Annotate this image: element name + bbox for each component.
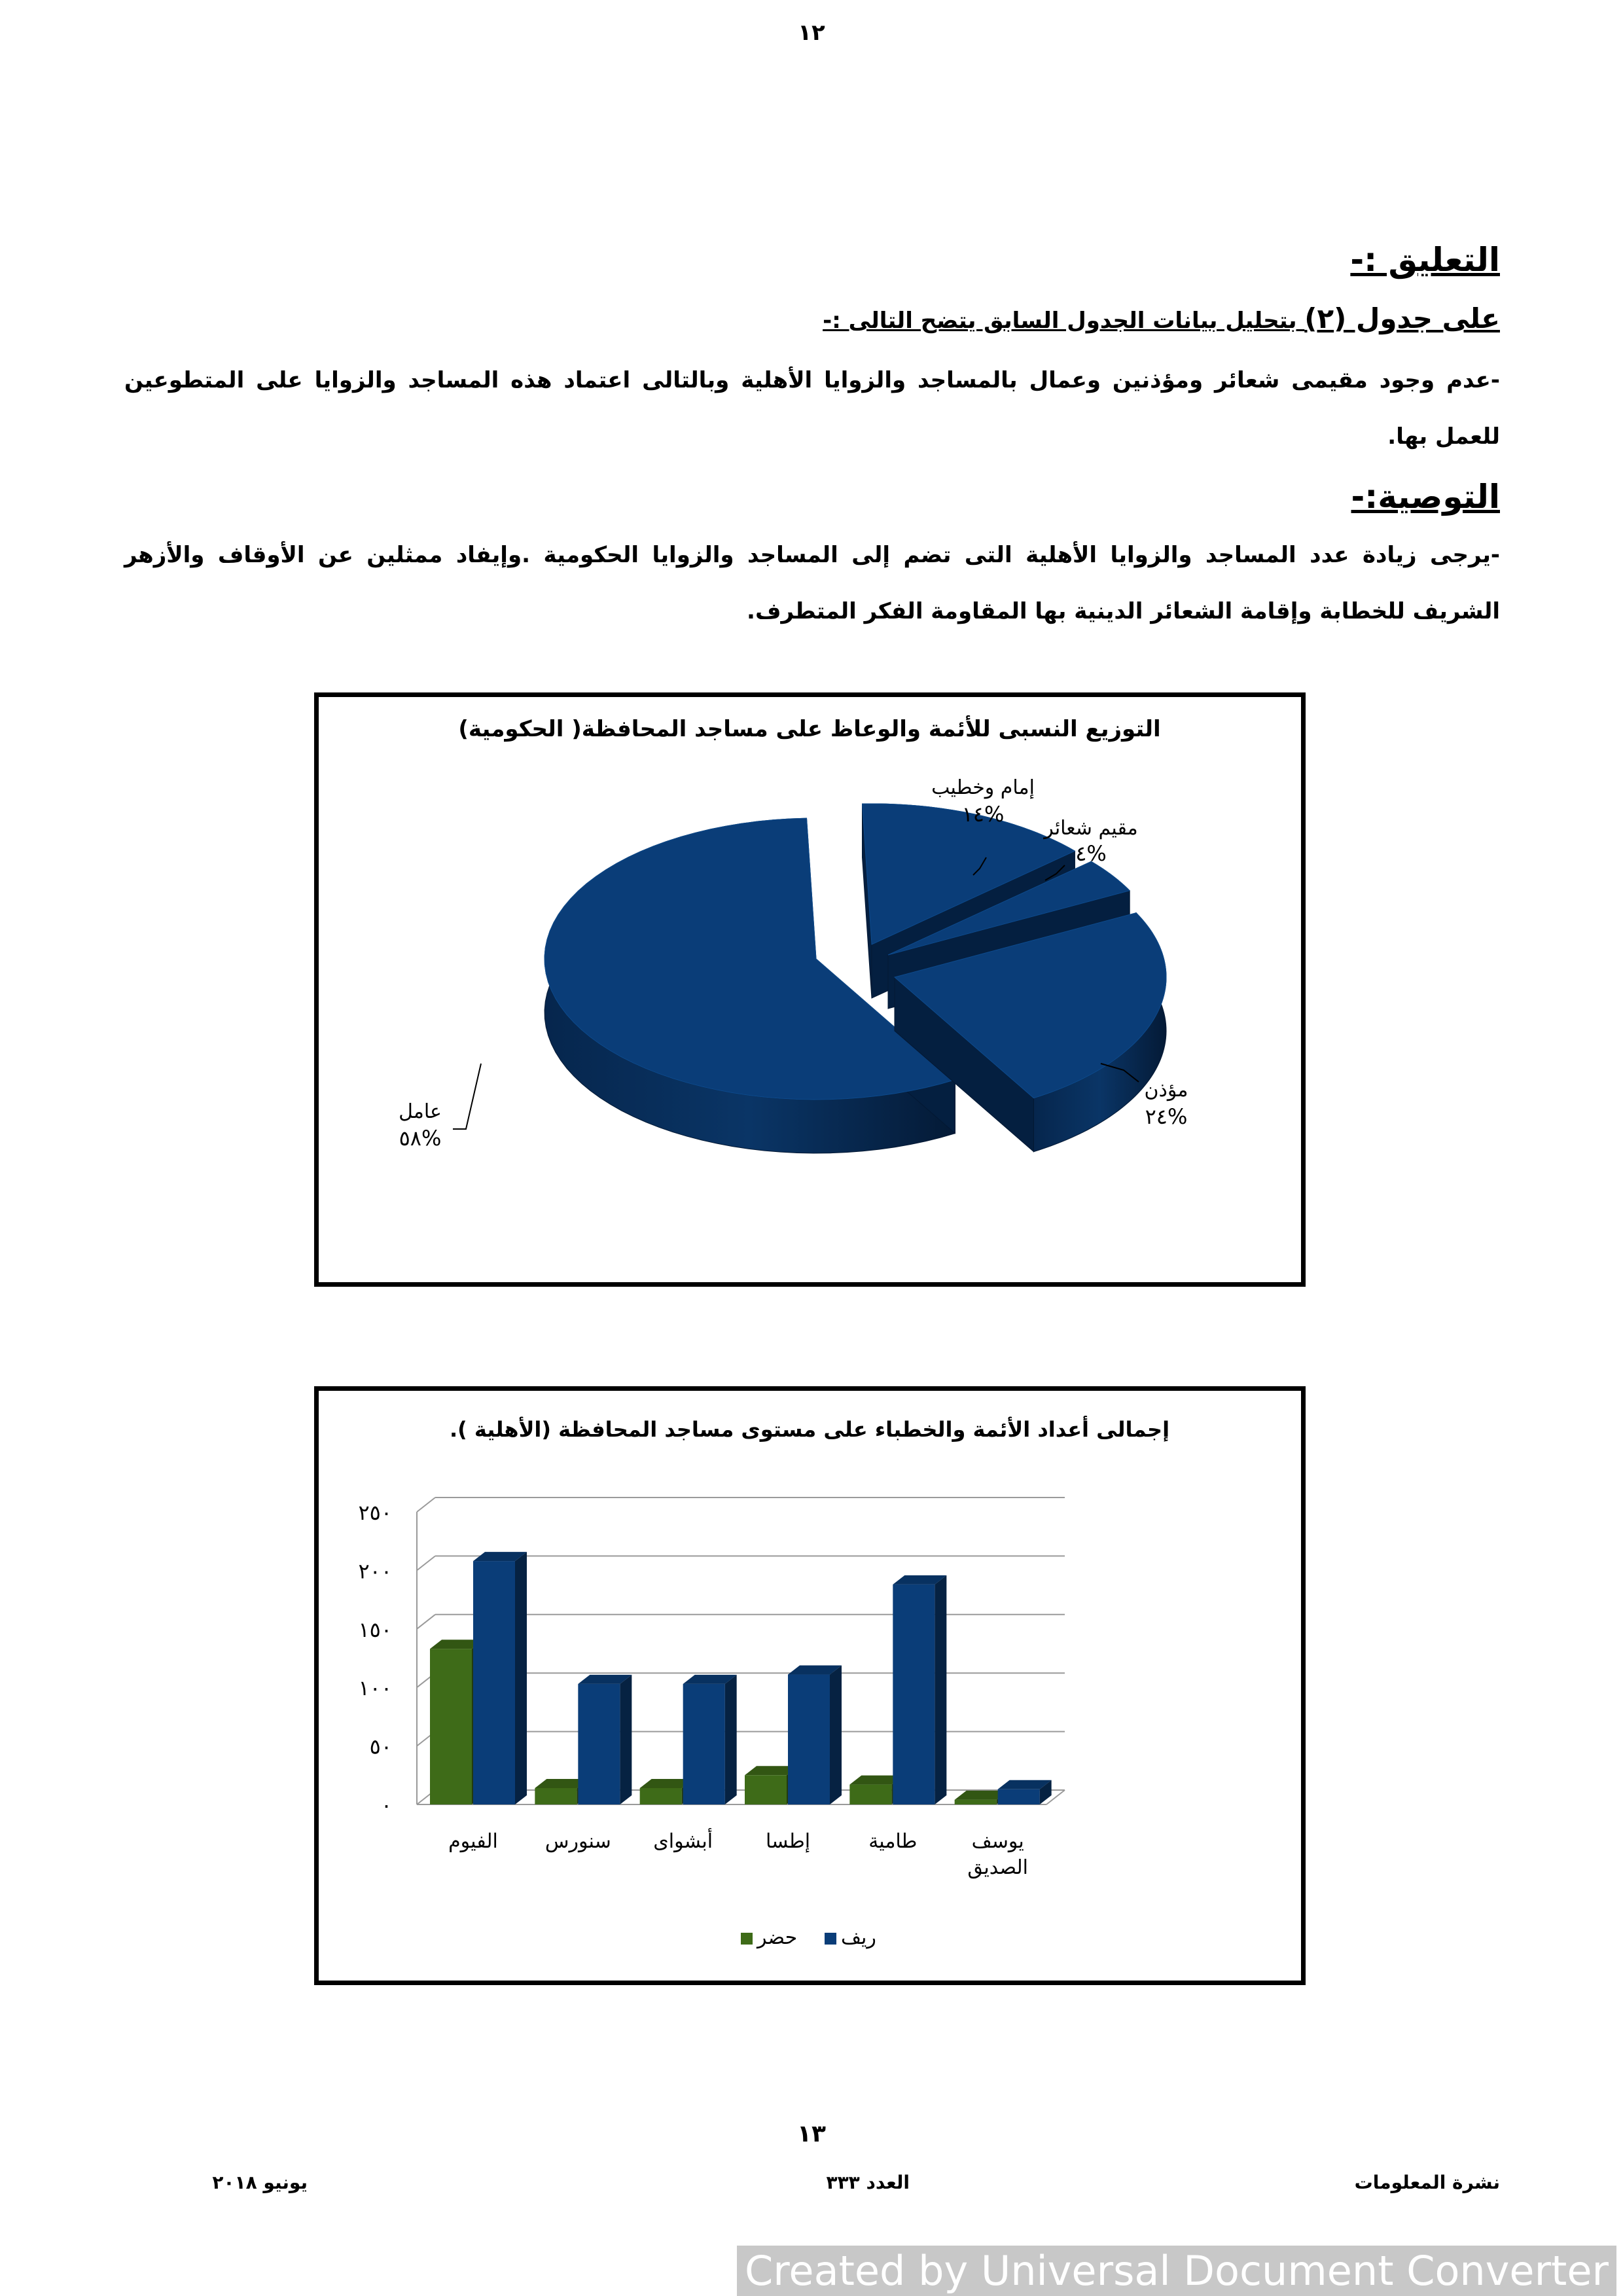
converter-watermark: Created by Universal Document Converter (737, 2246, 1616, 2296)
y-tick-label: ١٠٠ (358, 1676, 392, 1701)
leader-line-amel (453, 1064, 481, 1129)
page-number-top: ١٢ (798, 20, 825, 46)
comment-heading: التعليق :- (1350, 241, 1500, 279)
table-reference-text: بتحليل بيانات الجدول السابق يتضح التالى :- (823, 308, 1305, 334)
x-category-label: الفيوم (448, 1830, 498, 1853)
slice-label-moazzen-name: مؤذن (1144, 1079, 1188, 1102)
bar-ريف-5 (998, 1780, 1052, 1804)
recommendation-paragraph: -يرجى زيادة عدد المساجد والزوايا الأهلية التى تضم إلى المساجد والزوايا الحكومية .وإيفاد ممثلين عن الأوقاف والأزهر الشريف للخطابة وإقامة الشعائر الدينية بها المقاومة الفكر المتطرف. (124, 542, 1500, 624)
y-tick-label: ٢٠٠ (358, 1558, 392, 1584)
bar-chart-frame (314, 1386, 1306, 1985)
x-category-label: إطسا (765, 1830, 811, 1853)
pie-chart-title: التوزيع النسبى للأئمة والوعاظ على مساجد المحافظة( الحكومية) (458, 716, 1161, 742)
legend-label-rif: ريف (841, 1926, 876, 1949)
x-category-label: أبشواى (653, 1830, 713, 1853)
slice-label-amel-name: عامل (399, 1100, 442, 1123)
table-reference-label: على جدول (٢) (1304, 302, 1500, 334)
grid-depth-line (417, 1498, 435, 1512)
bar-ريف-3 (788, 1666, 842, 1804)
grid-depth-line (417, 1556, 435, 1570)
y-tick-label: ١٥٠ (358, 1617, 392, 1642)
footer-publication: نشرة المعلومات (1354, 2172, 1500, 2193)
y-tick-label: ٠ (380, 1793, 392, 1818)
slice-label-muqim-name: مقيم شعائر (1044, 817, 1138, 840)
x-category-label: سنورس (544, 1830, 611, 1853)
y-tick-label: ٥٠ (369, 1734, 392, 1759)
x-category-label: طامية (868, 1830, 918, 1853)
comment-paragraph: -عدم وجود مقيمى شعائر ومؤذنين وعمال بالمساجد والزوايا الأهلية وبالتالى اعتماد هذه المساجد والزوايا على المتطوعين للعمل بها. (124, 367, 1500, 450)
slice-label-imam-value: ١٤% (961, 802, 1005, 827)
slice-label-amel-value: ٥٨% (399, 1126, 442, 1151)
bar-ريف-0 (473, 1552, 527, 1804)
footer-date: يونيو ٢٠١٨ (212, 2172, 308, 2193)
bar-ريف-4 (893, 1575, 946, 1804)
legend-label-hadar: حضر (757, 1926, 798, 1949)
bar-ريف-2 (683, 1675, 737, 1804)
legend-swatch-hadar (741, 1933, 753, 1945)
bar-chart (319, 1391, 1301, 1981)
slice-label-muqim-value: ٤% (1075, 841, 1107, 866)
y-tick-label: ٢٥٠ (358, 1500, 392, 1525)
slice-label-moazzen-value: ٢٤% (1145, 1104, 1188, 1129)
recommendation-heading: التوصية:- (1351, 478, 1500, 516)
x-category-label: يوسف الصديق (967, 1830, 1028, 1879)
bar-chart-title: إجمالى أعداد الأئمة والخطباء على مستوى مساجد المحافظة (الأهلية ). (449, 1417, 1170, 1442)
pie-chart-frame (314, 692, 1306, 1287)
pie-chart (319, 697, 1301, 1282)
grid-depth-line (417, 1615, 435, 1629)
page-number-bottom: ١٣ (797, 2121, 826, 2147)
slice-label-imam-name: إمام وخطيب (931, 776, 1035, 799)
bar-chart-legend (741, 1926, 876, 1949)
bar-ريف-1 (578, 1675, 632, 1804)
footer-issue: العدد ٣٣٣ (826, 2172, 910, 2193)
legend-swatch-rif (825, 1933, 836, 1945)
table-reference-line (518, 302, 1500, 334)
